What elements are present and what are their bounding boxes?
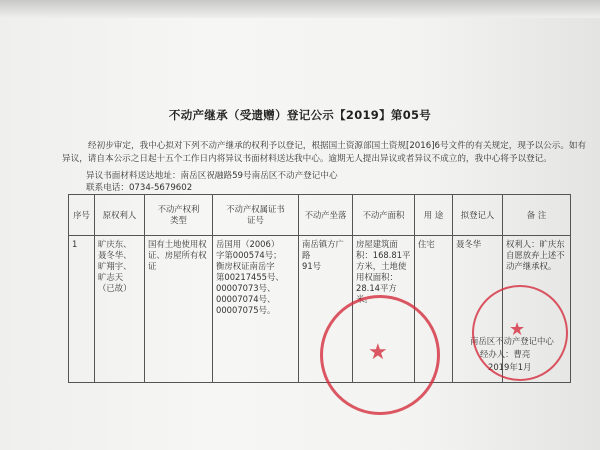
cell-original-holders: 旷庆东、 聂冬华、 旷翔宇、 旷志天 （已故） — [95, 236, 145, 383]
issuer-handler: 经办人：曹亮 — [480, 349, 531, 359]
cell-remark: 权利人：旷庆东自愿放弃上述不动产继承权。 — [503, 236, 571, 383]
cell-area: 房屋建筑面 积：168.81平 方米，土地使 用权面积： 28.14平方 米。 — [353, 236, 415, 383]
cell-location: 南岳镇方广路 91号 — [299, 236, 353, 383]
table-header-row — [69, 195, 571, 236]
seal-star-icon: ★ — [368, 340, 388, 365]
page-title: 不动产继承（受遗赠）登记公示【2019】第05号 — [168, 108, 432, 122]
issuer-name: 南岳区不动产登记中心 — [470, 336, 554, 346]
official-seal-main — [320, 295, 440, 415]
issuer-date: 2019年1月 — [488, 362, 532, 372]
cell-usage: 住宅 — [415, 236, 453, 383]
scan-edge-shadow — [0, 0, 600, 18]
header-cell: 不动产面积 — [353, 195, 415, 236]
cell-right-type: 国有土地使用权证、房屋所有权证 — [145, 236, 213, 383]
contact-phone: 联系电话：0734-5679602 — [86, 183, 193, 193]
header-cell: 拟登记人 — [453, 195, 503, 236]
header-cell: 不动产权利 类型 — [145, 195, 213, 236]
header-cell: 备 注 — [503, 195, 571, 236]
header-cell: 不动产权属证书 证号 — [213, 195, 299, 236]
header-cell: 序号 — [69, 195, 95, 236]
cell-seq: 1 — [69, 236, 95, 383]
cell-registrant: 聂冬华 — [453, 236, 503, 383]
objection-address: 异议书面材料送达地址：南岳区祝融路59号南岳区不动产登记中心 — [86, 171, 338, 181]
header-cell: 不动产坐落 — [299, 195, 353, 236]
header-cell: 用 途 — [415, 195, 453, 236]
seal-star-icon: ★ — [509, 319, 526, 340]
official-seal-secondary — [472, 285, 568, 381]
intro-paragraph: 经初步审定，我中心拟对下列不动产继承的权利予以登记，根据国土资源部国土资规[2016]6号文件的有关规定，现予以公示。如有异议，请自本公示之日起十五个工作日内将异议书面材料送达我中心。逾期无人提出异议或者异议不成立的，我中心将予以登记。 — [62, 141, 587, 164]
cell-cert-numbers: 岳国用（2006） 字第000574号； 衡房权证南岳字 第00217455号、 00007073号、 00007074号、 00007075号。 — [213, 236, 299, 383]
header-cell: 原权利人 — [95, 195, 145, 236]
